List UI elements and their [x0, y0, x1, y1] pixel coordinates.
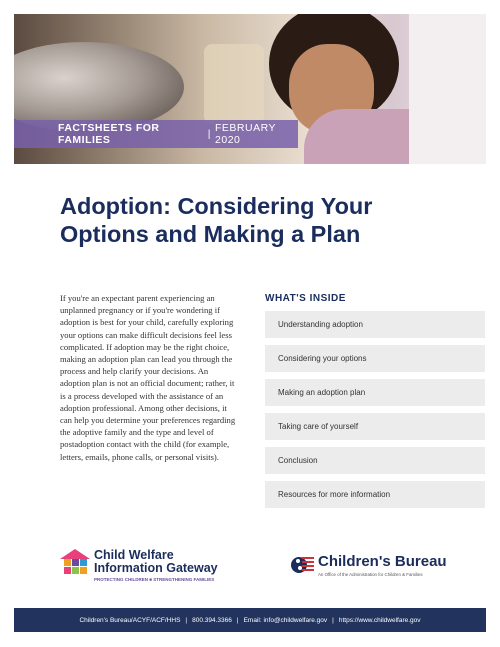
- childrens-bureau-name: Children's Bureau: [318, 553, 447, 570]
- toc-item-taking-care[interactable]: Taking care of yourself: [265, 413, 485, 440]
- footer-phone: 800.394.3366: [192, 616, 232, 624]
- toc-item-understanding-adoption[interactable]: Understanding adoption: [265, 311, 485, 338]
- photo-jar: [204, 44, 264, 124]
- footer-separator: |: [332, 616, 334, 624]
- page-title: [60, 192, 460, 248]
- footer-bar: [14, 608, 486, 632]
- footer-separator: |: [236, 616, 239, 624]
- intro-paragraph: If you're an expectant parent experiencing an unplanned pregnancy or if you're wondering if adoption is best for your child, carefully exploring your options can make difficult decisions feel less complicated. If adoption may be the right choice, making an adoption plan can lead you through the process and help clarify your decisions. An adoption plan is not an official document; rather, it is a process developed with the assistance of an adoption professional. Among other decisions, it can help you determine your preferences regarding the adoptive family and the type and level of postadoption contact with the child (for example, letters, emails, phone calls, or personal visits).: [60, 293, 236, 462]
- childrens-bureau-emblem-icon: [290, 552, 316, 578]
- cwig-line-1: Child Welfare: [94, 548, 174, 562]
- toc-item-conclusion[interactable]: Conclusion: [265, 447, 485, 474]
- childrens-bureau-subtitle: An Office of the Administration for Children & Families: [318, 572, 423, 577]
- footer-url[interactable]: https://www.childwelfare.gov: [338, 616, 421, 624]
- banner-separator: |: [207, 128, 212, 140]
- whats-inside-list: [265, 311, 485, 515]
- title-line-1: Adoption: Considering Your: [60, 193, 373, 219]
- cwig-tagline: PROTECTING CHILDREN ■ STRENGTHENING FAMILIES: [94, 577, 215, 582]
- publication-date: FEBRUARY 2020: [215, 122, 276, 146]
- child-welfare-gateway-logo: [58, 545, 228, 595]
- childrens-bureau-logo: [290, 552, 480, 592]
- whats-inside-heading: WHAT'S INSIDE: [265, 293, 346, 304]
- footer-org: Children's Bureau/ACYF/ACF/HHS: [79, 616, 181, 624]
- cwig-name: [94, 549, 218, 575]
- toc-item-making-plan[interactable]: Making an adoption plan: [265, 379, 485, 406]
- hero-photo: [14, 14, 486, 164]
- toc-item-resources[interactable]: Resources for more information: [265, 481, 485, 508]
- footer-separator: |: [185, 616, 188, 624]
- house-logo-icon: [58, 547, 92, 577]
- footer-email[interactable]: Email: info@childwelfare.gov: [243, 616, 328, 624]
- series-name: FACTSHEETS FOR FAMILIES: [58, 122, 160, 146]
- toc-item-considering-options[interactable]: Considering your options: [265, 345, 485, 372]
- title-line-2: Options and Making a Plan: [60, 221, 361, 247]
- cwig-line-2: Information Gateway: [94, 561, 218, 575]
- photo-mixing-bowl: [14, 42, 184, 132]
- photo-adult: [409, 14, 486, 164]
- series-banner: [14, 120, 298, 148]
